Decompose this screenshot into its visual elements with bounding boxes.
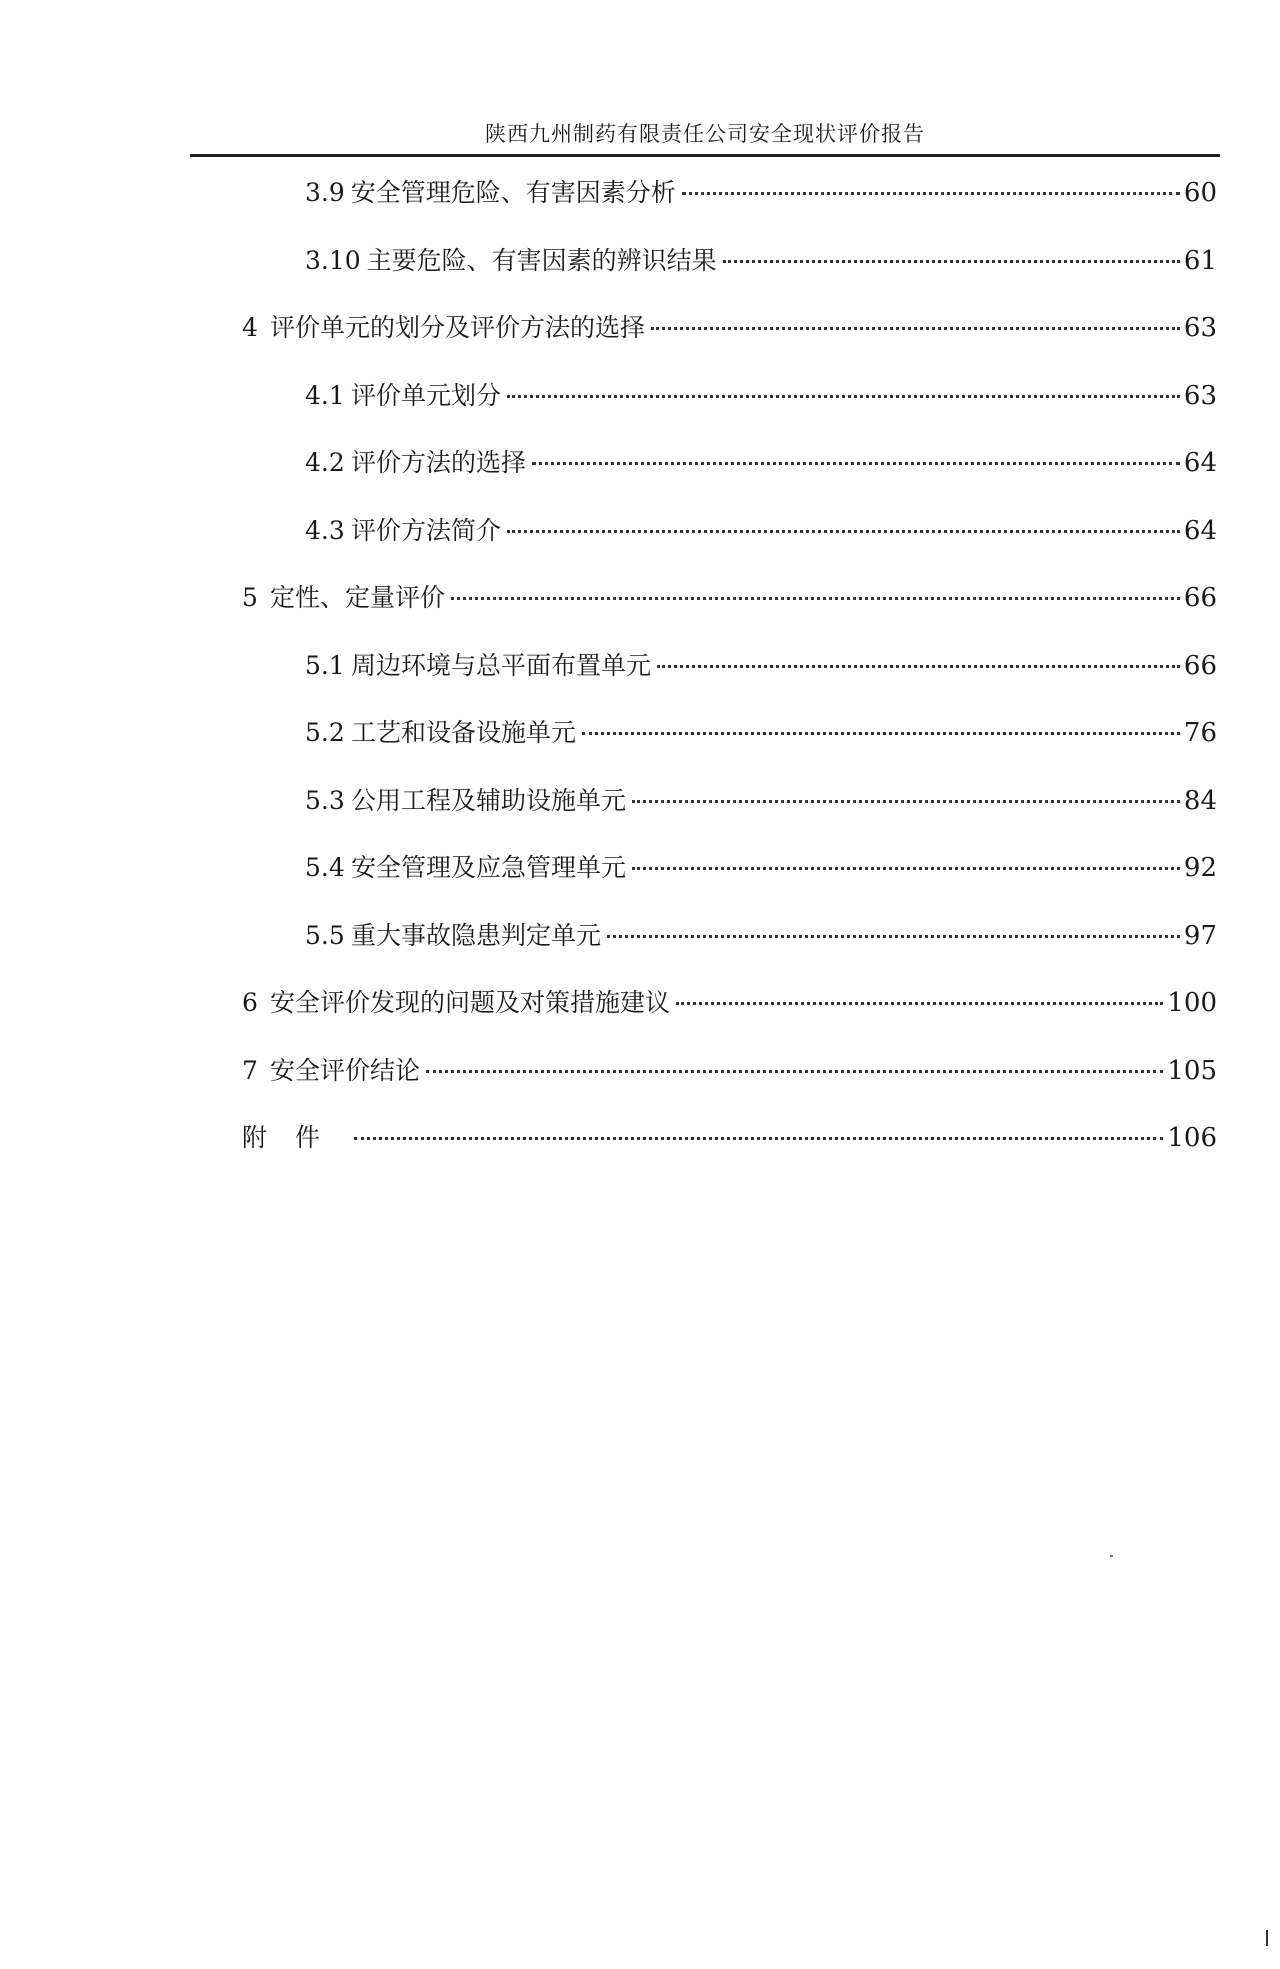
toc-dot-leader — [582, 732, 1180, 735]
toc-entry — [305, 649, 1217, 683]
toc-entry — [242, 581, 1217, 615]
toc-entry-page: 105 — [1167, 1056, 1217, 1086]
toc-entry-page: 92 — [1183, 853, 1217, 883]
toc-entry-title: 评价单元的划分及评价方法的选择 — [270, 313, 646, 342]
scan-edge-mark — [1266, 1930, 1268, 1946]
toc-entry-title: 定性、定量评价 — [270, 583, 446, 612]
toc-entry-number: 4 — [242, 313, 258, 342]
toc-entry-title: 评价单元划分 — [351, 381, 502, 410]
toc-entry — [305, 514, 1217, 548]
toc-entry-title: 安全评价结论 — [270, 1056, 421, 1085]
toc-dot-leader — [451, 597, 1180, 600]
toc-dot-leader — [632, 800, 1180, 803]
toc-entry-page: 60 — [1183, 178, 1217, 208]
toc-entry — [305, 784, 1217, 818]
toc-entry — [305, 716, 1217, 750]
toc-entry-page: 63 — [1183, 313, 1217, 343]
toc-entry-page: 106 — [1167, 1123, 1217, 1153]
toc-entry-title: 主要危险、有害因素的辨识结果 — [366, 246, 717, 275]
toc-dot-leader — [532, 462, 1180, 465]
toc-entry-page: 66 — [1183, 651, 1217, 681]
toc-entry-title: 公用工程及辅助设施单元 — [351, 786, 627, 815]
toc-entry-number: 7 — [242, 1056, 258, 1085]
toc-entry-title: 重大事故隐患判定单元 — [351, 921, 602, 950]
toc-entry-title: 安全评价发现的问题及对策措施建议 — [270, 988, 671, 1017]
toc-dot-leader — [676, 1002, 1163, 1005]
toc-entry-number: 6 — [242, 988, 258, 1017]
toc-entry-number: 3.10 — [305, 246, 361, 275]
toc-entry-number: 4.2 — [305, 448, 345, 477]
toc-entry-title: 评价方法的选择 — [351, 448, 527, 477]
toc-dot-leader — [426, 1070, 1163, 1073]
toc-entry — [305, 446, 1217, 480]
toc-entry-title: 周边环境与总平面布置单元 — [351, 651, 652, 680]
toc-entry — [242, 311, 1217, 345]
toc-entry-page: 63 — [1183, 381, 1217, 411]
toc-entry — [305, 244, 1217, 278]
running-header: 陕西九州制药有限责任公司安全现状评价报告 — [485, 122, 925, 146]
toc-entry-number: 4.3 — [305, 516, 345, 545]
toc-entry-number: 4.1 — [305, 381, 345, 410]
toc-entry — [305, 176, 1217, 210]
toc-dot-leader — [607, 935, 1180, 938]
toc-entry — [305, 379, 1217, 413]
toc-entry — [305, 919, 1217, 953]
toc-entry-number: 5 — [242, 583, 258, 612]
toc-entry — [242, 986, 1217, 1020]
toc-dot-leader — [657, 665, 1180, 668]
scan-speck — [1110, 1555, 1113, 1557]
toc-entry-page: 64 — [1183, 516, 1217, 546]
toc-dot-leader — [632, 867, 1180, 870]
toc-entry — [242, 1121, 1217, 1155]
toc-entry-number: 5.2 — [305, 718, 345, 747]
toc-entry-title: 工艺和设备设施单元 — [351, 718, 577, 747]
toc-dot-leader — [723, 260, 1180, 263]
toc-entry-page: 64 — [1183, 448, 1217, 478]
toc-entry-title: 安全管理危险、有害因素分析 — [350, 178, 676, 207]
toc-entry-page: 97 — [1183, 921, 1217, 951]
toc-entry-number: 3.9 — [305, 178, 345, 207]
toc-entry-number: 5.5 — [305, 921, 345, 950]
toc-entry — [242, 1054, 1217, 1088]
toc-dot-leader — [507, 530, 1180, 533]
toc-entry-title: 评价方法简介 — [351, 516, 502, 545]
toc-entry-page: 100 — [1167, 988, 1217, 1018]
toc-entry-number: 5.4 — [305, 853, 345, 882]
toc-entry — [305, 851, 1217, 885]
toc-dot-leader — [682, 192, 1180, 195]
toc-entry-page: 76 — [1183, 718, 1217, 748]
toc-dot-leader — [507, 395, 1180, 398]
header-rule — [190, 154, 1220, 157]
toc-dot-leader — [651, 327, 1180, 330]
toc-entry-number: 5.3 — [305, 786, 345, 815]
toc-entry-page: 84 — [1183, 786, 1217, 816]
toc-dot-leader — [354, 1137, 1163, 1140]
toc-entry-number: 5.1 — [305, 651, 345, 680]
toc-entry-title: 附件 — [242, 1123, 349, 1152]
toc-entry-page: 66 — [1183, 583, 1217, 613]
toc-entry-title: 安全管理及应急管理单元 — [351, 853, 627, 882]
toc-entry-page: 61 — [1183, 246, 1217, 276]
